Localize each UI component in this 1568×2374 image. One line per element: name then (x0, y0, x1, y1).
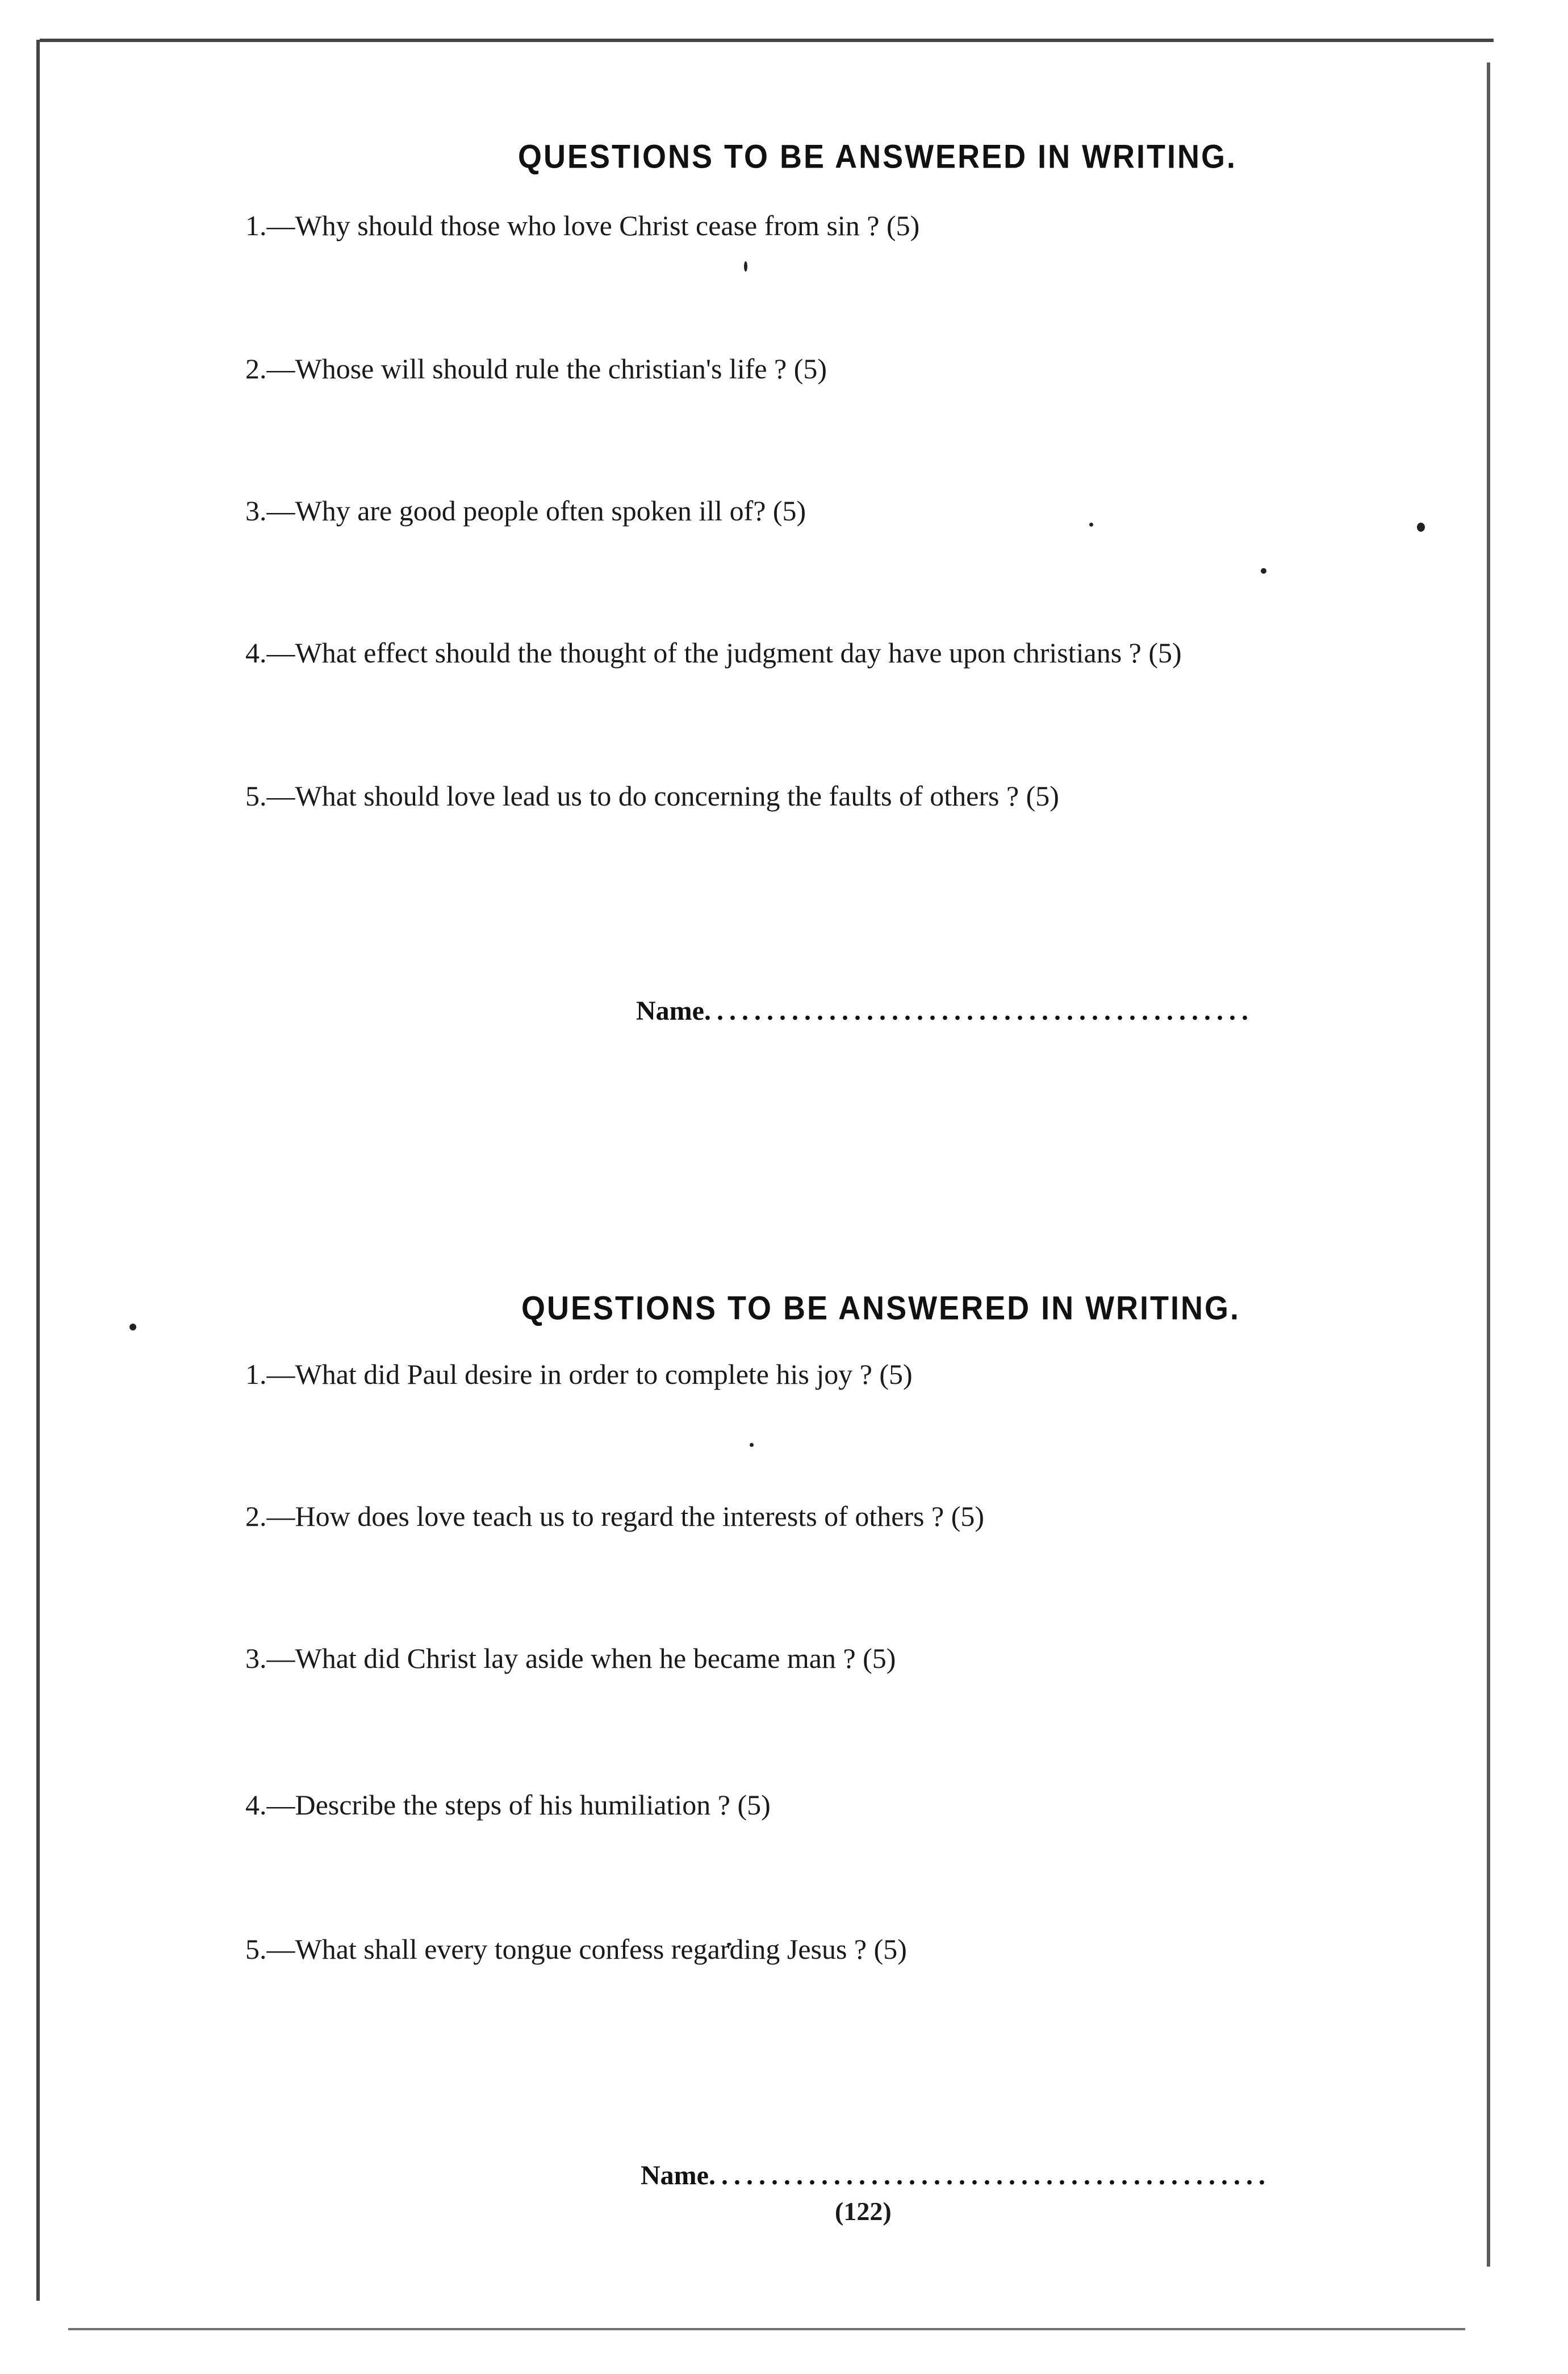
page-border-left (36, 40, 40, 2301)
section1-question-2: 2.—Whose will should rule the christian's life ? (5) (245, 353, 827, 385)
section1-name-line (636, 995, 1254, 1027)
section1-question-4: 4.—What effect should the thought of the judgment day have upon christians ? (5) (245, 637, 1182, 669)
section2-name-dots: ............................................. (708, 2160, 1271, 2191)
page-border-top (40, 39, 1494, 42)
section1-heading: QUESTIONS TO BE ANSWERED IN WRITING. (518, 138, 1237, 176)
section1-question-3: 3.—Why are good people often spoken ill of? (5) (245, 495, 806, 527)
scan-speck (1417, 523, 1425, 532)
scan-speck (1261, 568, 1266, 574)
page-border-right (1487, 62, 1490, 2267)
page-border-bottom (68, 2328, 1465, 2330)
scan-speck (1089, 523, 1093, 527)
section2-name-label: Name (641, 2160, 709, 2191)
page-number: (122) (835, 2197, 892, 2226)
section2-question-5: 5.—What shall every tongue confess regarding Jesus ? (5) (245, 1933, 907, 1965)
section2-question-1: 1.—What did Paul desire in order to complete his joy ? (5) (245, 1358, 913, 1390)
section2-question-2: 2.—How does love teach us to regard the interests of others ? (5) (245, 1500, 985, 1532)
scan-speck (744, 261, 747, 272)
section1-question-1: 1.—Why should those who love Christ cease from sin ? (5) (245, 210, 920, 241)
scan-speck (750, 1443, 754, 1447)
section2-question-4: 4.—Describe the steps of his humiliation ? (5) (245, 1789, 771, 1821)
scan-speck (129, 1324, 136, 1330)
section2-name-line (641, 2160, 1271, 2191)
section1-name-label: Name (636, 996, 704, 1026)
section1-question-5: 5.—What should love lead us to do concerning the faults of others ? (5) (245, 780, 1059, 812)
section1-name-dots: ............................................ (704, 996, 1254, 1026)
section2-heading: QUESTIONS TO BE ANSWERED IN WRITING. (521, 1290, 1241, 1327)
section2-question-3: 3.—What did Christ lay aside when he became man ? (5) (245, 1642, 896, 1674)
